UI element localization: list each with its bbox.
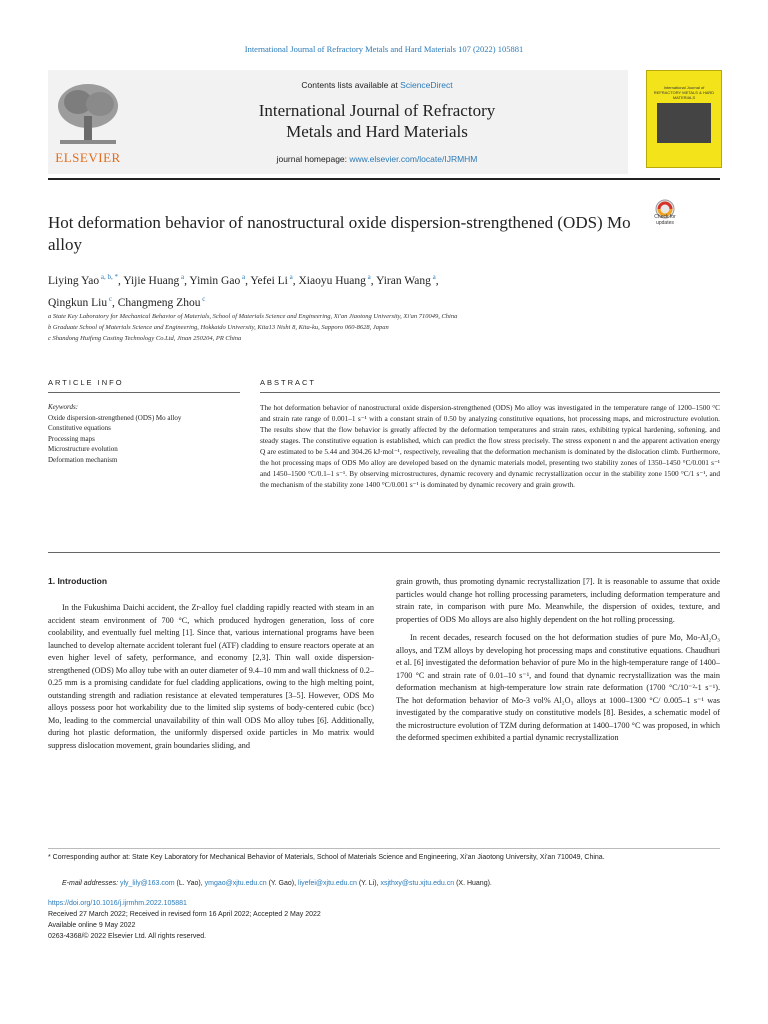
journal-cover-thumbnail[interactable] <box>646 70 722 168</box>
author-affiliation-mark[interactable]: a, b, * <box>99 273 118 281</box>
author-name[interactable]: Yiran Wang <box>376 274 431 287</box>
author-name[interactable]: Xiaoyu Huang <box>298 274 366 287</box>
journal-homepage <box>130 154 624 164</box>
email-link[interactable]: xsjthxy@stu.xjtu.edu.cn <box>380 880 455 887</box>
keywords-block <box>48 402 238 465</box>
intro-left-column <box>48 602 374 752</box>
affiliation-b: b Graduate School of Materials Science and Engineering, Hokkaido University, Kita13 Nishi 8, Kita-ku, Sapporo 060-8628, Japan <box>48 324 389 331</box>
email-label: E-mail addresses: <box>62 880 120 887</box>
abstract-rule <box>260 392 720 393</box>
article-meta <box>48 898 448 942</box>
article-info-heading: ARTICLE INFO <box>48 378 124 387</box>
author-name[interactable]: Liying Yao <box>48 274 100 287</box>
available-online: Available online 9 May 2022 <box>48 922 136 929</box>
check-for-updates-label[interactable]: Check for updates <box>654 214 676 226</box>
contents-prefix: Contents lists available at <box>301 80 401 90</box>
author-affiliation-mark[interactable]: a <box>287 273 293 281</box>
abstract-text: The hot deformation behavior of nanostructural oxide dispersion-strengthened (ODS) Mo alloy was investigated in the temperature range of 1200–1500 °C and strain rate range of 0.001–1 s⁻¹ with a constant strain of 0.50 by analyzing constitutive equations, hot processing maps, and microstructure evolution. The results show that the flow behavior is greatly affected by the deformation temperatures and strain rates, exhibiting typical hardening, softening, and steady stages. The constitutive equation is established, which can predict the flow stress precisely. The stress exponent n and the apparent activation energy Q are estimated to be 5.44 and 304.26 kJ·mol⁻¹, respectively, revealing that the deformation mechanism is dominated by the dislocation climb. Furthermore, the hot processing maps of ODS Mo alloy are developed based on the dynamic materials model, presenting two stability zones of 1350–1450 °C/0.001 s⁻¹ and 1450–1500 °C/0.1–1 s⁻¹. By observing microstructures, dynamic recovery and dynamic recrystallization occur in the stability zone 1500 °C/1 s⁻¹, and the mechanism of the stability zone 1400 °C/0.001 s⁻¹ is dominated by dynamic recovery and grain growth. <box>260 403 720 489</box>
homepage-prefix: journal homepage: <box>276 154 350 164</box>
sciencedirect-link[interactable]: ScienceDirect <box>400 80 453 90</box>
journal-title-line1: International Journal of Refractory <box>258 101 496 120</box>
author-affiliation-mark[interactable]: a <box>179 273 185 281</box>
copyright-line: 0263-4368/© 2022 Elsevier Ltd. All rights reserved. <box>48 933 207 940</box>
author-name[interactable]: Yijie Huang <box>123 274 180 287</box>
header-divider <box>48 178 720 180</box>
intro-paragraph: In recent decades, research focused on the hot deformation studies of pure Mo, Mo-Al₂O₃ alloys, and TZM alloys by developing hot processing maps and constitutive equations. Chaudhuri et al. [6] investigated the deformation behavior of pure Mo in the high-temperature range of 1400–1700 °C and strain rate of 0.01–10 s⁻¹, and found that dynamic recrystallization was the main deformation mechanism at high-temperature low strain rate deformation (1700 °C/10⁻²-1 s⁻¹). The hot deformation behavior of Mo-3 vol% Al₂O₃ alloys at 1000–1300 °C/ 0.005–1 s⁻¹ was investigated by the comparative study on constitutive models [8]. Besides, a schematic model of the microstructure evolution of TZM during deformation at 1400–1700 °C was proposed, in which the deformed specimen exhibited a partial dynamic recrystallization <box>396 633 720 742</box>
homepage-link[interactable]: www.elsevier.com/locate/IJRMHM <box>349 154 478 164</box>
author-affiliation-mark[interactable]: c <box>200 294 206 303</box>
section-heading-introduction: 1. Introduction <box>48 576 108 586</box>
article-info-rule <box>48 392 240 393</box>
author-affiliation-mark[interactable]: a <box>365 273 371 281</box>
doi-link[interactable]: https://doi.org/10.1016/j.ijrmhm.2022.105881 <box>48 900 187 907</box>
author-affiliation-mark[interactable]: a <box>240 273 246 281</box>
journal-title-line2: Metals and Hard Materials <box>286 122 468 141</box>
keyword-item: Deformation mechanism <box>48 455 118 464</box>
corresponding-author-note: * Corresponding author at: State Key Laboratory for Mechanical Behavior of Materials, School of Materials Science and Engineering, Xi'an Jiaotong University, Xi'an 710049, China. <box>48 854 605 861</box>
email-link[interactable]: ymgao@xjtu.edu.cn <box>204 880 267 887</box>
email-link[interactable]: yly_lily@163.com <box>119 880 175 887</box>
author-affiliation-mark[interactable]: c <box>107 294 112 303</box>
author-name[interactable]: Yefei Li <box>250 274 288 287</box>
email-owner: (Y. Li), <box>356 880 381 887</box>
affiliation-a: a State Key Laboratory for Mechanical Behavior of Materials, School of Materials Science and Engineering, Xi'an Jiaotong University, Xi'an 710049, China <box>48 313 458 320</box>
email-owner: (L. Yao), <box>174 880 205 887</box>
cover-image <box>657 103 711 143</box>
keyword-item: Oxide dispersion-strengthened (ODS) Mo alloy <box>48 413 182 422</box>
affiliation-c: c Shandong Huifeng Casting Technology Co.Ltd, Jinan 250204, PR China <box>48 335 242 342</box>
author-name[interactable]: Changmeng Zhou <box>117 296 201 309</box>
keyword-item: Microstructure evolution <box>48 445 118 453</box>
email-addresses <box>48 878 742 889</box>
journal-citation[interactable]: International Journal of Refractory Metals and Hard Materials 107 (2022) 105881 <box>244 44 524 54</box>
footnote-rule <box>48 848 720 849</box>
abstract-heading: ABSTRACT <box>260 378 317 387</box>
author-list: Liying Yao $^{a, b, *}$, Yijie Huang $^a$, Yimin Gao $^a$, Yefei Li $^a$, Xiaoyu Huang $^a$, Yiran Wang $^a$, Qingkun Liu $^c$, Changmeng Zhou $^c$ <box>48 273 439 309</box>
abstract-bottom-rule <box>48 552 720 553</box>
author-affiliation-mark[interactable]: a <box>430 273 436 281</box>
intro-paragraph: grain growth, thus promoting dynamic recrystallization [7]. It is reasonable to assume that oxide particles would change hot rolling processing parameters, including deformation temperature and strain rate, in comparison with pure Mo. Meanwhile, the dispersion of oxides, texture, and properties of ODS Mo alloys are also highly dependent on the hot rolling processing. <box>396 577 720 624</box>
author-name[interactable]: Qingkun Liu <box>48 296 108 309</box>
contents-line <box>130 80 624 90</box>
email-owner: (X. Huang). <box>454 880 492 887</box>
keyword-item: Constitutive equations <box>48 424 111 432</box>
intro-right-column <box>396 576 720 745</box>
cover-title: International Journal of REFRACTORY METALS & HARD MATERIALS <box>653 85 715 100</box>
intro-paragraph: In the Fukushima Daichi accident, the Zr-alloy fuel cladding rapidly reacted with steam in an accident steam environment of 700 °C, which produced hydrogen generation, loss of core coolability, and eventually fuel melting [1]. Since that, various international programs have been launched to develop alternate accident tolerant fuel (ATF) cladding to ensure reactors operate at an even higher level of safety, performance, and economy [2,3]. Thin wall oxide dispersion-strengthened (ODS) Mo alloy tube with an outer diameter of 9.4–10 mm and wall thickness of 0.2–0.25 mm is a promising candidate for fuel cladding applications, owing to the high melting point, outstanding strength and radiation resistance at elevated temperatures [3–5]. However, ODS Mo alloys possess poor hot workability due to the limited slip systems of body-centered cubic (bcc) Mo, leading to the commercial unavailability of thin wall ODS Mo alloy tubes [6]. Additionally, during hot plastic deformation, the uniformly dispersed oxide particles in Mo matrix would suppress dislocation movement, grain boundaries sliding, and <box>48 603 374 750</box>
journal-title <box>130 100 624 142</box>
email-link[interactable]: liyefei@xjtu.edu.cn <box>298 880 357 887</box>
received-dates: Received 27 March 2022; Received in revised form 16 April 2022; Accepted 2 May 2022 <box>48 911 321 918</box>
keyword-item: Processing maps <box>48 434 95 443</box>
article-title: Hot deformation behavior of nanostructural oxide dispersion-strengthened (ODS) Mo alloy <box>48 213 631 254</box>
keywords-label: Keywords: <box>48 403 79 411</box>
author-name[interactable]: Yimin Gao <box>189 274 241 287</box>
elsevier-wordmark: ELSEVIER <box>55 150 121 165</box>
email-owner: (Y. Gao), <box>266 880 299 887</box>
